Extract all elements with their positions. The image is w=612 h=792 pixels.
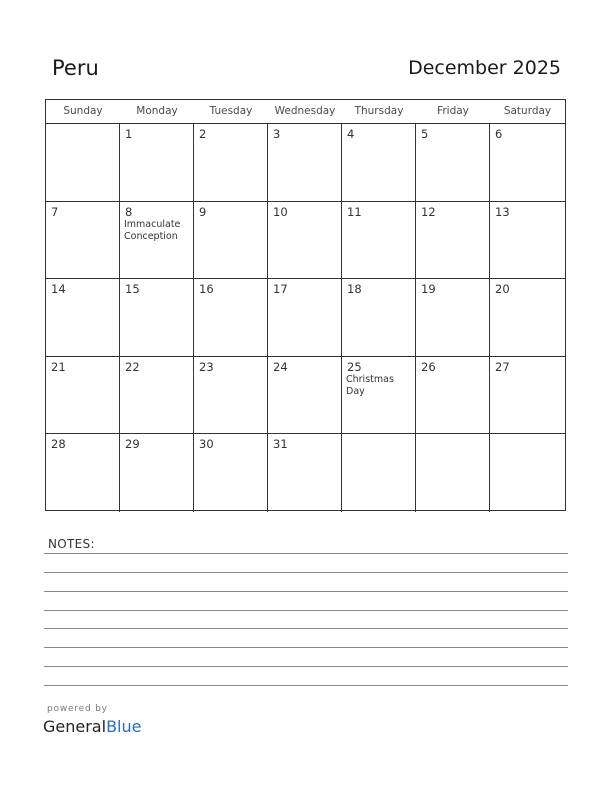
day-cell — [342, 202, 416, 280]
day-number: 10 — [273, 204, 288, 219]
day-cell — [120, 279, 194, 357]
note-line — [44, 628, 568, 629]
day-cell — [268, 279, 342, 357]
day-cell — [46, 279, 120, 357]
day-number: 23 — [199, 359, 214, 374]
day-number: 22 — [125, 359, 140, 374]
day-number: 26 — [421, 359, 436, 374]
weekday-monday: Monday — [136, 105, 178, 117]
day-cell — [120, 124, 194, 202]
day-number: 6 — [495, 127, 503, 141]
day-cell — [194, 279, 268, 357]
day-number: 12 — [421, 204, 436, 219]
day-number: 15 — [125, 282, 140, 297]
weekday-header-row — [46, 100, 565, 124]
weekday-sunday: Sunday — [63, 105, 103, 117]
note-line — [44, 572, 568, 573]
day-cell — [194, 357, 268, 435]
calendar-grid — [45, 99, 566, 511]
day-number: 5 — [421, 127, 429, 141]
day-cell — [194, 124, 268, 202]
day-cell — [120, 202, 194, 280]
day-cell — [46, 357, 120, 435]
day-number: 18 — [347, 282, 362, 297]
weekday-tuesday: Tuesday — [209, 105, 253, 117]
note-line — [44, 685, 568, 686]
month-year-title: December 2025 — [408, 57, 561, 79]
day-number: 9 — [199, 204, 207, 219]
day-cell — [120, 357, 194, 435]
day-number: 11 — [347, 204, 362, 219]
day-cell — [490, 279, 565, 357]
day-number: 21 — [51, 359, 66, 374]
day-number: 31 — [273, 437, 288, 452]
day-cell — [416, 279, 490, 357]
generalblue-logo — [43, 717, 141, 736]
brand-general: General — [43, 717, 107, 736]
day-cell — [416, 357, 490, 435]
note-line — [44, 610, 568, 611]
holiday-label: Immaculate Conception — [124, 218, 181, 242]
country-title: Peru — [52, 56, 99, 80]
day-number: 28 — [51, 437, 66, 452]
day-cell — [46, 124, 120, 202]
day-cell — [268, 202, 342, 280]
day-cell — [490, 357, 565, 435]
weekday-thursday: Thursday — [354, 105, 404, 117]
day-number: 8 — [125, 204, 133, 219]
day-cell — [46, 434, 120, 512]
day-cell — [194, 202, 268, 280]
day-cell — [416, 434, 490, 512]
day-cell — [342, 279, 416, 357]
day-number: 27 — [495, 359, 510, 374]
day-cell — [342, 357, 416, 435]
day-cell — [268, 434, 342, 512]
note-line — [44, 647, 568, 648]
day-number: 3 — [273, 127, 281, 141]
note-line — [44, 591, 568, 592]
day-number: 20 — [495, 282, 510, 297]
weekday-wednesday: Wednesday — [274, 105, 336, 117]
day-number: 7 — [51, 204, 59, 219]
weekday-friday: Friday — [437, 105, 469, 117]
day-cell — [268, 357, 342, 435]
powered-by-text: powered by — [47, 704, 108, 714]
note-line — [44, 553, 568, 554]
day-number: 13 — [495, 204, 510, 219]
day-number: 16 — [199, 282, 214, 297]
day-cell — [120, 434, 194, 512]
day-cell — [490, 202, 565, 280]
day-number: 17 — [273, 282, 288, 297]
day-number: 19 — [421, 282, 436, 297]
day-cell — [46, 202, 120, 280]
note-line — [44, 666, 568, 667]
holiday-label: Christmas Day — [346, 373, 394, 397]
day-cell — [416, 124, 490, 202]
day-cell — [268, 124, 342, 202]
day-number: 4 — [347, 127, 355, 141]
weekday-saturday: Saturday — [503, 105, 552, 117]
brand-blue: Blue — [106, 717, 142, 736]
day-cell — [416, 202, 490, 280]
notes-label: NOTES: — [48, 537, 95, 551]
day-number: 24 — [273, 359, 288, 374]
day-cell — [490, 124, 565, 202]
day-number: 30 — [199, 437, 214, 452]
day-number: 25 — [347, 359, 362, 374]
day-cell — [194, 434, 268, 512]
day-number: 2 — [199, 127, 207, 141]
day-number: 1 — [125, 127, 133, 141]
day-number: 14 — [51, 282, 66, 297]
day-cell — [342, 124, 416, 202]
day-cell — [490, 434, 565, 512]
day-number: 29 — [125, 437, 140, 452]
day-cell — [342, 434, 416, 512]
